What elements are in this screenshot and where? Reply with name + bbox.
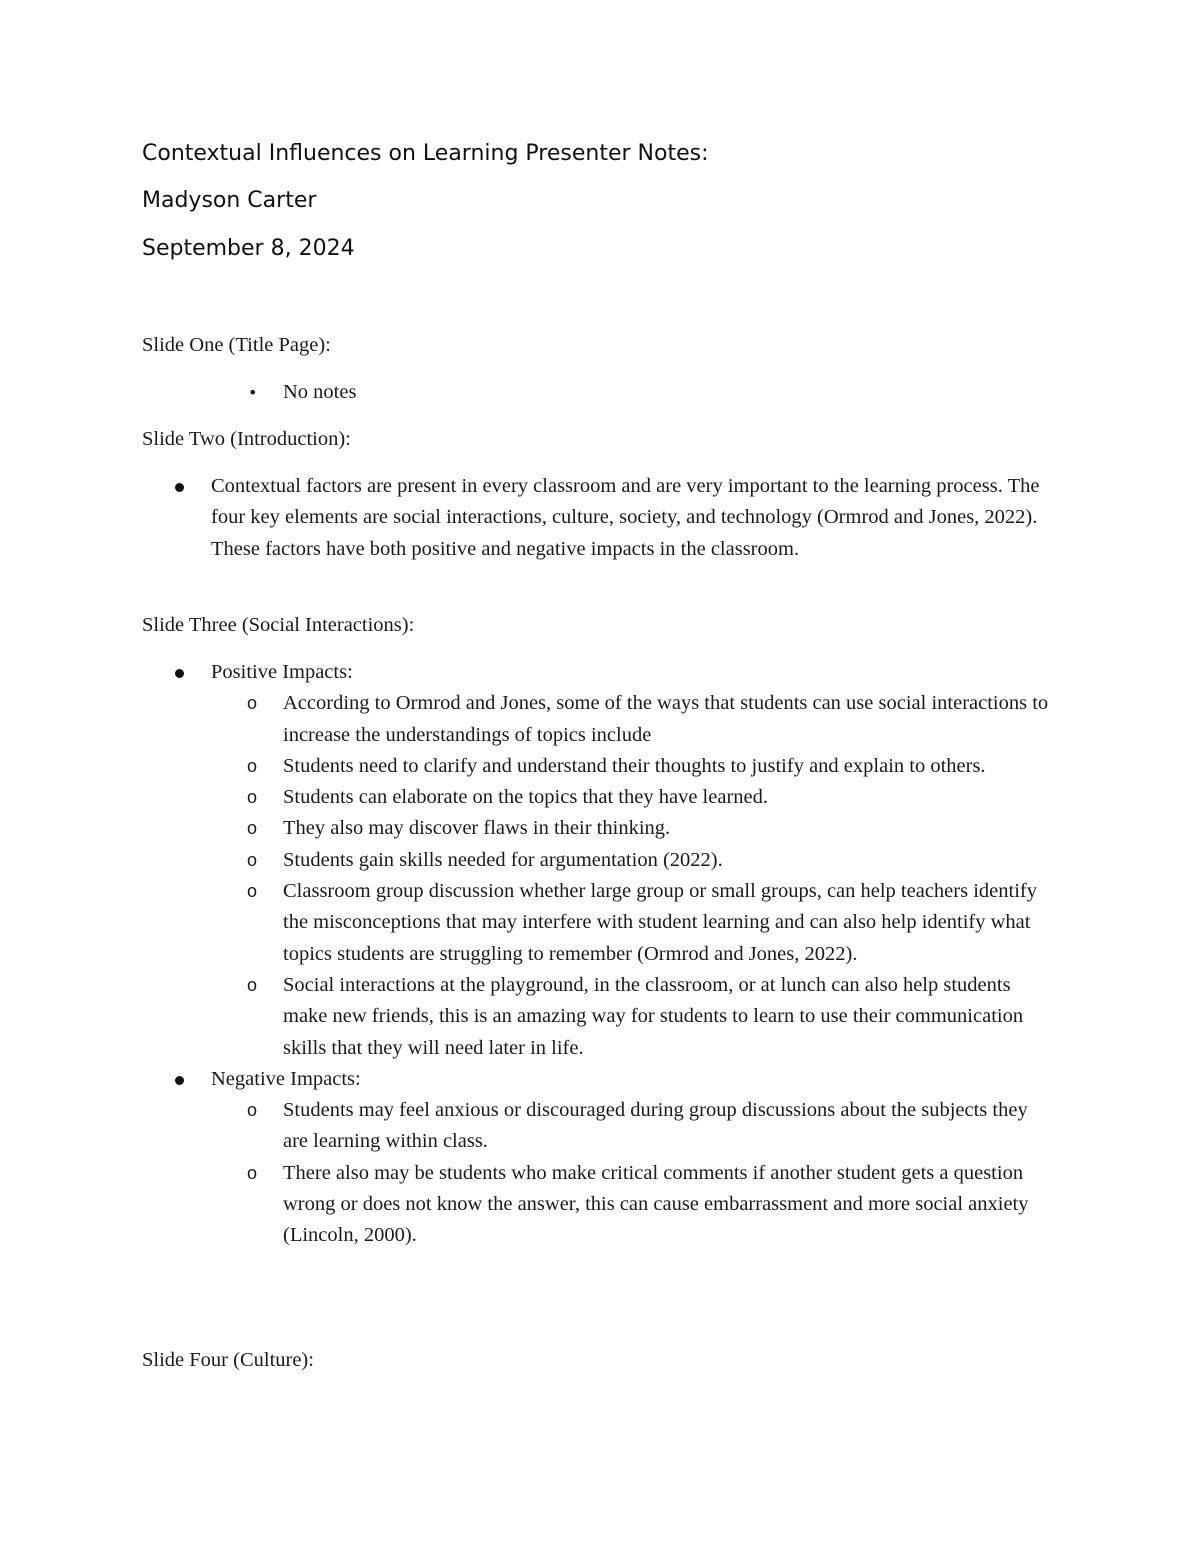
list-item bbox=[0, 471, 1051, 565]
circle-bullet-icon: o bbox=[247, 755, 258, 776]
list-item bbox=[0, 377, 1053, 408]
slide-three-notes-list bbox=[0, 657, 1053, 1252]
document-title: Contextual Influences on Learning Presenter Notes: bbox=[142, 141, 709, 166]
list-item bbox=[0, 782, 1053, 813]
list-item-text: They also may discover flaws in their thinking. bbox=[283, 817, 671, 840]
circle-bullet-icon: o bbox=[247, 974, 258, 995]
list-item bbox=[0, 1095, 1053, 1158]
bullet-icon bbox=[175, 483, 184, 492]
positive-impacts-label: Positive Impacts: bbox=[211, 661, 353, 683]
list-item-text: Students need to clarify and understand their thoughts to justify and explain to others. bbox=[283, 754, 986, 777]
list-item-text: Students can elaborate on the topics that they have learned. bbox=[283, 786, 768, 809]
list-item-text: No notes bbox=[283, 381, 357, 403]
circle-bullet-icon: o bbox=[247, 1100, 258, 1121]
list-item-text: Contextual factors are present in every classroom and are very important to the learning process. The four key elements are social interactions, culture, society, and technology (Ormrod and Jones, 2022). These factors have both positive and negative impacts in the classroom. bbox=[211, 475, 1040, 560]
list-item-text: Students may feel anxious or discouraged during group discussions about the subjects they are learning within class. bbox=[283, 1099, 1028, 1153]
list-item bbox=[0, 876, 1053, 970]
document-date: September 8, 2024 bbox=[142, 236, 355, 261]
circle-bullet-icon: o bbox=[247, 881, 258, 902]
slide-four-heading: Slide Four (Culture): bbox=[142, 1349, 314, 1371]
list-item bbox=[0, 970, 1053, 1064]
list-item-text: Classroom group discussion whether large group or small groups, can help teachers identify the misconceptions that may interfere with student learning and can also help identify what topics students are struggling to remember (Ormrod and Jones, 2022). bbox=[283, 880, 1037, 965]
slide-two-heading: Slide Two (Introduction): bbox=[142, 428, 351, 450]
circle-bullet-icon: o bbox=[247, 818, 258, 839]
list-item-text: There also may be students who make critical comments if another student gets a question wrong or does not know the answer, this can cause embarrassment and more social anxiety (Lincoln, 2000). bbox=[283, 1161, 1029, 1247]
list-item bbox=[0, 813, 1053, 844]
circle-bullet-icon: o bbox=[247, 693, 258, 714]
list-item bbox=[0, 751, 1053, 782]
slide-three-heading: Slide Three (Social Interactions): bbox=[142, 614, 415, 636]
slide-one-heading: Slide One (Title Page): bbox=[142, 334, 331, 356]
bullet-icon bbox=[175, 669, 184, 678]
list-item-text: Social interactions at the playground, in the classroom, or at lunch can also help students make new friends, this is an amazing way for students to learn to use their communication skills that they will need later in life. bbox=[283, 973, 1024, 1059]
list-item bbox=[0, 1158, 1053, 1252]
list-item bbox=[0, 845, 1053, 876]
slide-two-notes-list bbox=[0, 471, 1051, 565]
negative-impacts-label: Negative Impacts: bbox=[211, 1067, 361, 1090]
circle-bullet-icon: o bbox=[247, 849, 258, 870]
negative-impacts-item bbox=[0, 1064, 1051, 1095]
bullet-icon: • bbox=[248, 383, 258, 402]
author-name: Madyson Carter bbox=[142, 188, 317, 213]
circle-bullet-icon: o bbox=[247, 787, 258, 808]
list-item bbox=[0, 688, 1053, 751]
circle-bullet-icon: o bbox=[247, 1162, 258, 1183]
list-item-text: According to Ormrod and Jones, some of the ways that students can use social interactions to increase the understandings of topics include bbox=[283, 692, 1049, 746]
positive-impacts-item bbox=[0, 657, 1051, 688]
list-item-text: Students gain skills needed for argumentation (2022). bbox=[283, 848, 723, 871]
slide-one-notes-list bbox=[0, 377, 1053, 408]
bullet-icon bbox=[175, 1076, 184, 1085]
